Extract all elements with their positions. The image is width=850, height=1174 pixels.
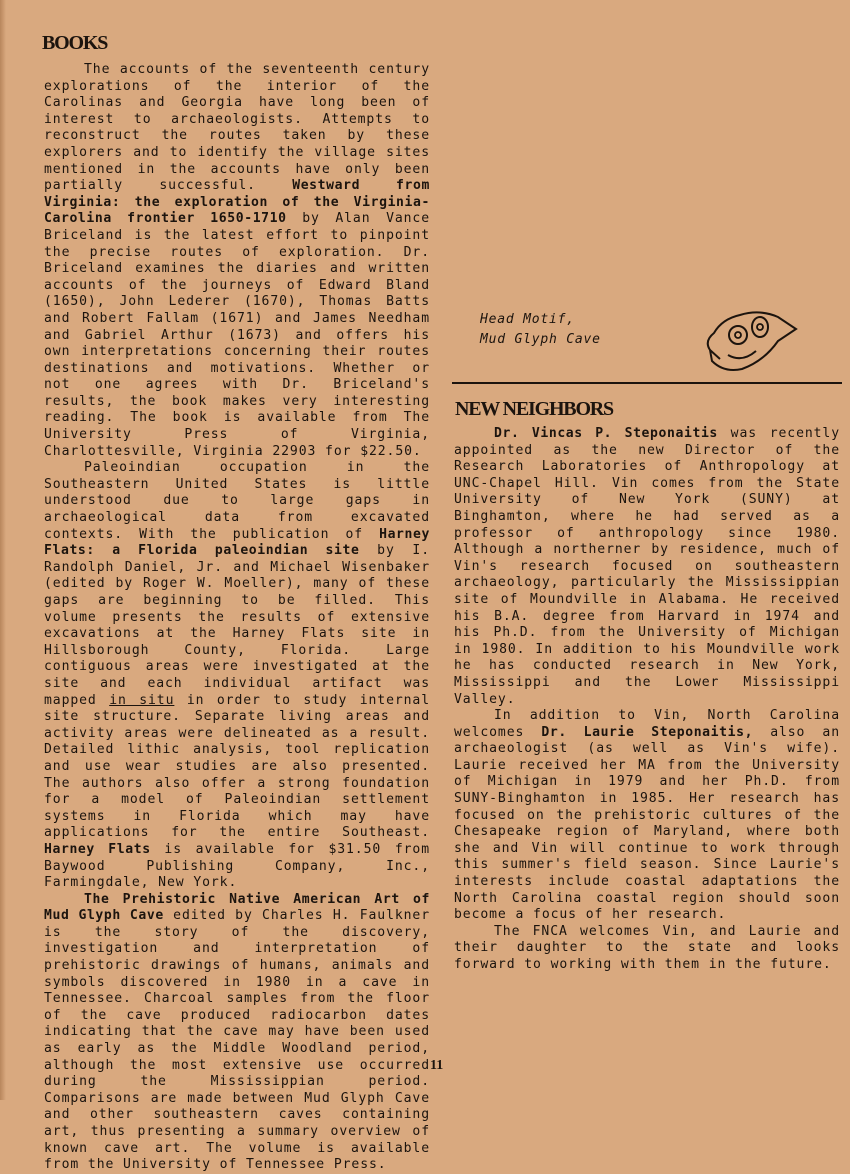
neighbors-heading: NEW NEIGHBORS — [455, 398, 613, 420]
name-laurie-steponaitis: Dr. Laurie Steponaitis, — [541, 724, 754, 740]
neighbors-paragraph-2: In addition to Vin, North Carolina welcomes Dr. Laurie Steponaitis, also an archaeologist (as well as Vin's wife). Laurie received her MA from the University of Michigan in 1979 and her Ph.D. from SUNY-Binghamton in 1985. Her research has focused on the prehistoric cultures of the Chesapeake region of Maryland, where both she and Vin will continue to work through this summer's field season. Since Laurie's interests include coastal adaptations the North Carolina coastal region should soon become a focus of her research. — [454, 708, 840, 923]
head-motif-icon — [700, 305, 800, 375]
books-paragraph-3: The Prehistoric Native American Art of Mud Glyph Cave edited by Charles H. Faulkner is the story of the discovery, investigation and interpretation of prehistoric drawings of humans, animals and symbols discovered in 1980 in a cave in Tennessee. Charcoal samples from the floor of the cave produced radiocarbon dates indicating that the cave may have been used as early as the Middle Woodland period, although the most extensive use occurred during the Mississippian period. Comparisons are made between Mud Glyph Cave and other southeastern caves containing art, thus presenting a summary overview of known cave art. The volume is available from the University of Tennessee Press. — [44, 891, 430, 1173]
neighbors-column — [454, 426, 840, 974]
book-title-harney-short: Harney Flats — [44, 841, 151, 857]
name-vincas-steponaitis: Dr. Vincas P. Steponaitis — [494, 426, 718, 441]
motif-caption: Head Motif, Mud Glyph Cave — [480, 312, 601, 347]
neighbors-paragraph-3: The FNCA welcomes Vin, and Laurie and their daughter to the state and looks forward to working with them in the future. — [454, 923, 840, 972]
in-situ-term: in situ — [109, 692, 175, 708]
neighbors-paragraph-1: Dr. Vincas P. Steponaitis was recently appointed as the new Director of the Research Laboratories of Anthropology at UNC-Chapel Hill. Vin comes from the State University of New York (SUNY) at Binghamton, where he had served as a professor of anthropology since 1980. Although a northerner by residence, much of Vin's research focused on southeastern archaeology, particularly the Mississippian site of Moundville in Alabama. He received his B.A. degree from Harvard in 1974 and his Ph.D. from the University of Michigan in 1980. In addition to his Moundville work he has conducted research in New York, Mississippi and the Lower Mississippi Valley. — [454, 426, 840, 707]
books-column-left — [44, 62, 430, 1174]
page-number: 11 — [430, 1058, 444, 1073]
books-paragraph-1: The accounts of the seventeenth century explorations of the interior of the Carolinas and Georgia have long been of interest to archaeologists. Attempts to reconstruct the routes taken by these explorers and to identify the village sites mentioned in the accounts have only been partially successful. Westward from Virginia: the exploration of the Virginia-Carolina frontier 1650-1710 by Alan Vance Briceland is the latest effort to pinpoint the precise routes of exploration. Dr. Briceland examines the diaries and written accounts of the journeys of Edward Bland (1650), John Lederer (1670), Thomas Batts and Robert Fallam (1671) and James Needham and Gabriel Arthur (1673) and offers his own interpretations concerning their routes destinations and motivations. Whether or not one agrees with Dr. Briceland's results, the book makes very interesting reading. The book is available from The University Press of Virginia, Charlottesville, Virginia 22903 for $22.50. — [44, 62, 430, 459]
books-paragraph-2: Paleoindian occupation in the Southeastern United States is little understood due to large gaps in archaeological data from excavated contexts. With the publication of Harney Flats: a Florida paleoindian site by I. Randolph Daniel, Jr. and Michael Wisenbaker (edited by Roger W. Moeller), many of these gaps are beginning to be filled. This volume presents the results of extensive excavations at the Harney Flats site in Hillsborough County, Florida. Large contiguous areas were investigated at the site and each individual artifact was mapped in situ in order to study internal site structure. Separate living areas and activity areas were delineated as a result. Detailed lithic analysis, tool replication and use wear studies are also presented. The authors also offer a strong foundation for a model of Paleoindian settlement systems in Florida which may have applications for the entire Southeast. Harney Flats is available for $31.50 from Baywood Publishing Company, Inc., Farmingdale, New York. — [44, 460, 430, 891]
page-edge — [0, 0, 6, 1100]
book-title-westward: Westward from Virginia: the exploration of the Virginia-Carolina frontier 1650-1710 — [44, 178, 430, 227]
book-title-harney: Harney Flats: a Florida paleoindian site — [44, 526, 430, 559]
section-divider — [452, 382, 842, 384]
book-title-mud-glyph: The Prehistoric Native American Art of Mud Glyph Cave — [44, 891, 430, 924]
books-heading: BOOKS — [42, 32, 108, 54]
